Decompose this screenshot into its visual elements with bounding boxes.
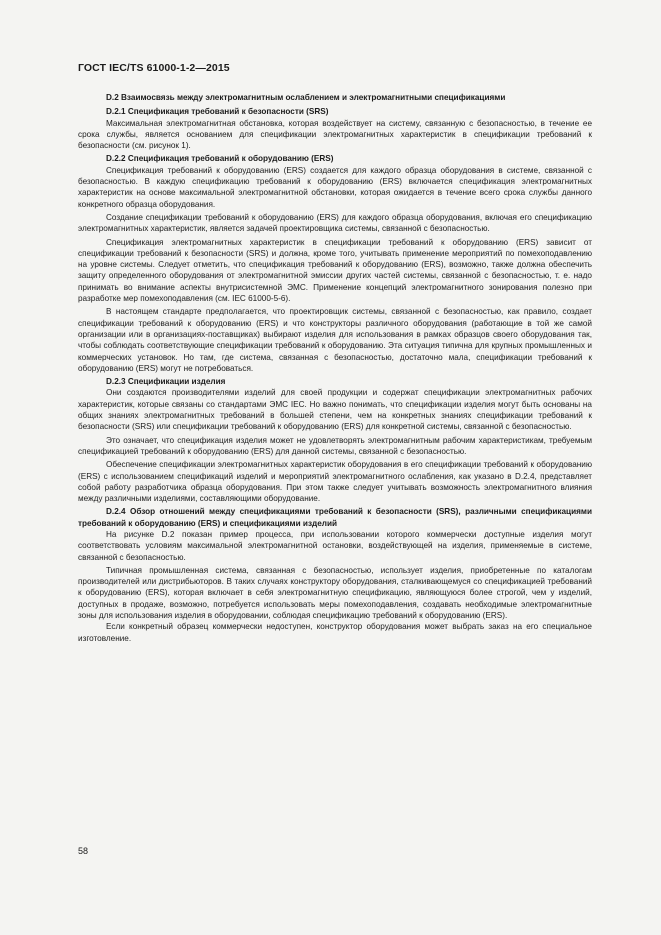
- document-body: [78, 92, 592, 644]
- document-header: ГОСТ IEC/TS 61000-1-2—2015: [78, 62, 230, 74]
- paragraph: Спецификация требований к оборудованию (ERS) создается для каждого образца оборудования в системе, связанной с безопасностью. В каждую спецификацию требований к оборудованию (ERS) включается спецификация электромагнитных характеристик на основе максимальной электромагнитной обстановки, которая ожидается в течение всего срока службы данного конкретного образца оборудования.: [78, 165, 592, 209]
- section-heading-d21: D.2.1 Спецификация требований к безопасности (SRS): [106, 107, 329, 117]
- paragraph: Они создаются производителями изделий для своей продукции и содержат спецификации электромагнитных рабочих характеристик, которые связаны со стандартами ЭМС IEC. Но важно понимать, что спецификации изделия могут быть основаны на общих знаниях электромагнитных требований в большей степени, чем на конкретных знаниях спецификации требований к безопасности (SRS) или спецификации требований к оборудованию (ERS) для конкретной системы, связанной с безопасностью.: [78, 388, 592, 432]
- section-heading-d22: D.2.2 Спецификация требований к оборудованию (ERS): [106, 154, 334, 164]
- page-number: 58: [78, 846, 89, 856]
- paragraph: Создание спецификации требований к оборудованию (ERS) для каждого образца оборудования, включая его спецификацию электромагнитных характеристик, является задачей проектировщика системы, связанной с безопасностью.: [78, 212, 592, 234]
- paragraph: Типичная промышленная система, связанная с безопасностью, использует изделия, приобретенные по каталогам производителей или дистрибьюторов. В таких случаях конструктору оборудования, сталкивающемуся со спецификацией требований к оборудованию (ERS), которая включает в себя электромагнитную спецификацию, являющуюся более строгой, чем у изделий, доступных в продаже, возможно, потребуется использовать меры помехоподавления, создавать необходимые электромагнитные зоны для использования изделия в оборудовании, соблюдая спецификацию требований к оборудованию (ERS).: [78, 565, 592, 621]
- paragraph: Максимальная электромагнитная обстановка, которая воздействует на систему, связанную с безопасностью, в течение ее срока службы, является основанием для спецификации электромагнитных характеристик в спецификации требований к безопасности (см. рисунок 1).: [78, 118, 592, 151]
- section-heading-d2: D.2 Взаимосвязь между электромагнитным ослаблением и электромагнитными спецификациями: [106, 93, 506, 102]
- paragraph: Обеспечение спецификации электромагнитных характеристик оборудования в его спецификации требований к оборудованию (ERS) с использованием спецификаций изделий и мероприятий электромагнитного ослабления, как указано в D.2.4, представляет собой работу разработчика образца оборудования. При этом также следует учитывать возможность электромагнитного влияния между различными изделиями, составляющими оборудование.: [78, 460, 592, 504]
- paragraph: На рисунке D.2 показан пример процесса, при использовании которого коммерчески доступные изделия могут соответствовать условиям максимальной электромагнитной остановки, воздействующей на изделия, применяемые в системе, связанной с безопасностью.: [78, 529, 592, 562]
- section-heading-d24: D.2.4 Обзор отношений между спецификациями требований к безопасности (SRS), различными спецификациями требований к оборудованию (ERS) и спецификациями изделий: [78, 507, 592, 528]
- paragraph: Это означает, что спецификация изделия может не удовлетворять электромагнитным рабочим характеристикам, требуемым спецификацией требований к оборудованию (ERS) для данной системы, связанной с безопасностью.: [78, 435, 592, 456]
- section-heading-d23: D.2.3 Спецификации изделия: [106, 377, 226, 387]
- paragraph: В настоящем стандарте предполагается, что проектировщик системы, связанной с безопасностью, как правило, создает спецификации требований к оборудованию (ERS) и что конструкторы различного оборудования (работающие в той же самой организации или в организациях-поставщиках) выбирают изделия для использования в рамках образцов своего оборудования так, чтобы соблюдать соответствующие спецификации требований к оборудованию. Эта ситуация типична для крупных промышленных и коммерческих установок. Но там, где система, связанная с безопасностью, достаточно мала, спецификации требований к оборудованию (ERS) могут не потребоваться.: [78, 307, 592, 373]
- paragraph: Спецификация электромагнитных характеристик в спецификации требований к оборудованию (ERS) зависит от спецификации требований к безопасности (SRS) и должна, кроме того, учитывать применение мероприятий по помехоподавлению на уровне системы. Следует отметить, что спецификация требований к оборудованию (ERS), возможно, также должна обеспечить защиту определенного оборудования от электромагнитной эмиссии других частей системы, связанной с безопасностью, т. е. надо принимать во внимание аспекты внутрисистемной ЭМС. Применение концепций электромагнитного зонирования полезно при разработке мер помехоподавления (см. IEC 61000-5-6).: [78, 237, 592, 304]
- paragraph: Если конкретный образец коммерчески недоступен, конструктор оборудования может выбрать заказ на его специальное изготовление.: [78, 622, 592, 643]
